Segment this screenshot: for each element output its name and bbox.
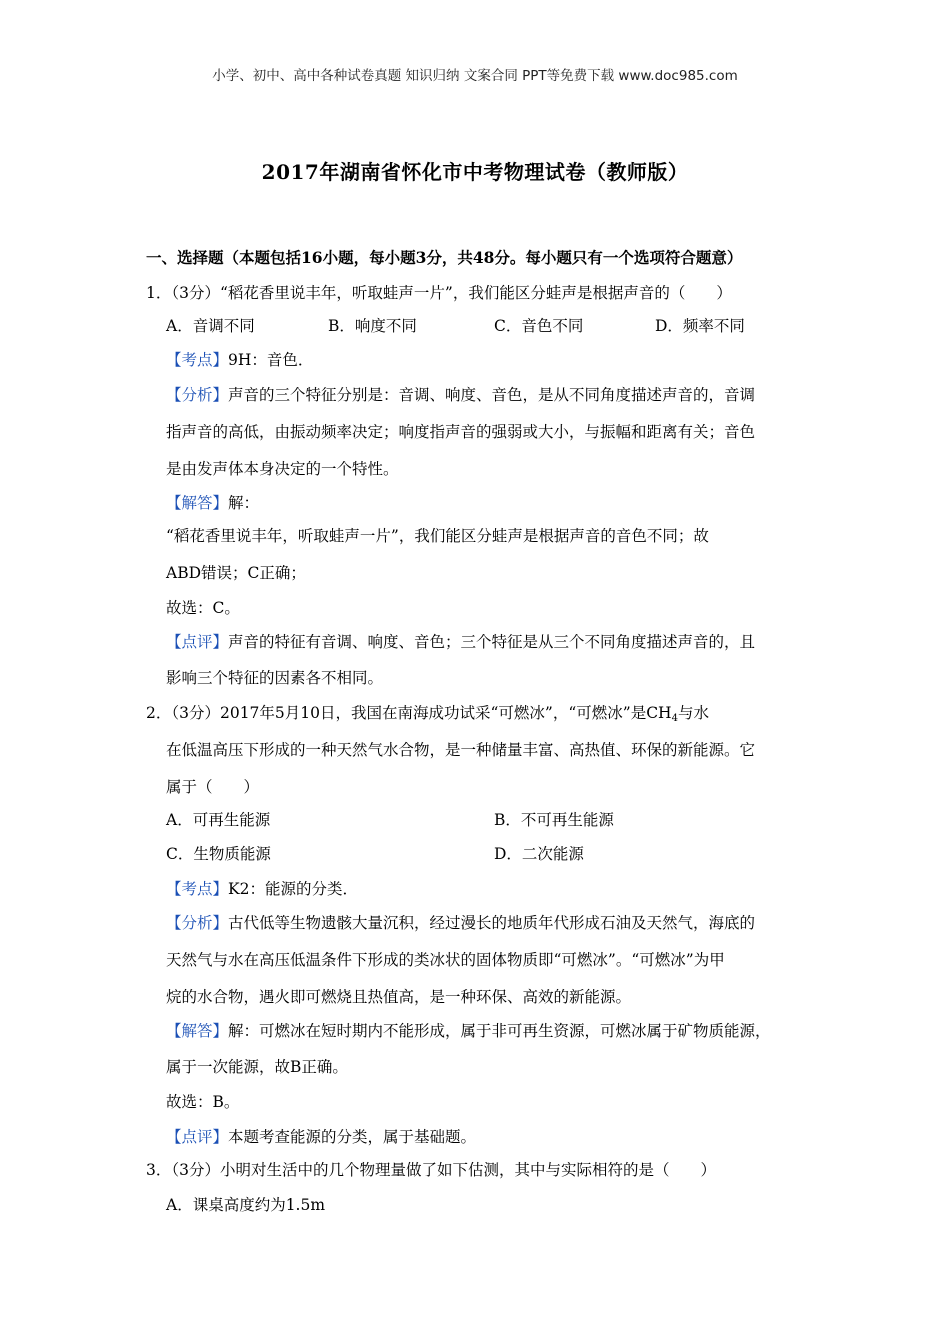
- jieda-text: 解：可燃冰在短时期内不能形成，属于非可再生资源，可燃冰属于矿物质能源，: [228, 1022, 771, 1040]
- page-header-watermark: 小学、初中、高中各种试卷真题 知识归纳 文案合同 PPT等免费下载 www.doc985.com: [212, 68, 738, 84]
- question-3-stem: 3．（3分）小明对生活中的几个物理量做了如下估测，其中与实际相符的是（ ）: [146, 1161, 716, 1179]
- question-1-fenxi-line-1: [166, 383, 755, 405]
- kaodian-text: K2：能源的分类．: [228, 880, 358, 898]
- jieda-text: 解：: [228, 494, 260, 512]
- question-1-option-b: B．响度不同: [328, 317, 417, 335]
- fenxi-tag: 【分析】: [166, 386, 229, 404]
- dianping-tag: 【点评】: [166, 633, 229, 651]
- question-2-stem-line-1: [146, 701, 709, 724]
- question-2-answer: 故选：B。: [166, 1093, 240, 1111]
- fenxi-text: 古代低等生物遗骸大量沉积，经过漫长的地质年代形成石油及天然气，海底的: [228, 914, 756, 932]
- kaodian-tag: 【考点】: [166, 351, 229, 369]
- fenxi-tag: 【分析】: [166, 914, 229, 932]
- question-2-stem-text-end: 与水: [677, 704, 709, 722]
- question-2-dianping: [166, 1125, 476, 1147]
- kaodian-tag: 【考点】: [166, 880, 229, 898]
- question-1-kaodian: [166, 348, 313, 370]
- jieda-tag: 【解答】: [166, 494, 229, 512]
- question-1-jieda-line-1: “稻花香里说丰年，听取蛙声一片”，我们能区分蛙声是根据声音的音色不同；故: [166, 527, 709, 545]
- jieda-tag: 【解答】: [166, 1022, 229, 1040]
- fenxi-text: 声音的三个特征分别是：音调、响度、音色，是从不同角度描述声音的，音调: [228, 386, 756, 404]
- question-2-option-d: D．二次能源: [494, 845, 584, 863]
- question-1-jieda-line-2: ABD错误；C正确；: [166, 564, 306, 582]
- question-1-answer: 故选：C。: [166, 599, 240, 617]
- question-2-option-c: C．生物质能源: [166, 845, 271, 863]
- question-2-fenxi-line-2: 天然气与水在高压低温条件下形成的类冰状的固体物质即“可燃冰”。“可燃冰”为甲: [166, 951, 725, 969]
- question-1-option-a: A．音调不同: [166, 317, 255, 335]
- question-2-fenxi-line-3: 烷的水合物，遇火即可燃烧且热值高，是一种环保、高效的新能源。: [166, 988, 632, 1006]
- question-3-option-a: A．课桌高度约为1.5m: [166, 1196, 326, 1214]
- question-2-jieda-line-2: 属于一次能源，故B正确。: [166, 1058, 348, 1076]
- question-2-option-a: A．可再生能源: [166, 811, 271, 829]
- question-2-kaodian: [166, 877, 358, 899]
- question-1-dianping-line-1: [166, 630, 755, 652]
- question-2-fenxi-line-1: [166, 911, 755, 933]
- question-1-fenxi-line-2: 指声音的高低，由振动频率决定；响度指声音的强弱或大小，与振幅和距离有关；音色: [166, 423, 756, 441]
- question-1-fenxi-line-3: 是由发声体本身决定的一个特性。: [166, 460, 399, 478]
- question-2-stem-text: 2．（3分）2017年5月10日，我国在南海成功试采“可燃冰”，“可燃冰”是CH: [146, 704, 672, 722]
- subscript-4: 4: [671, 713, 678, 724]
- kaodian-text: 9H：音色．: [228, 351, 314, 369]
- document-title: 2017年湖南省怀化市中考物理试卷（教师版）: [261, 160, 689, 184]
- question-1-jieda: [166, 491, 259, 513]
- question-1-stem: 1．（3分）“稻花香里说丰年，听取蛙声一片”，我们能区分蛙声是根据声音的（ ）: [146, 284, 732, 302]
- section-heading: 一、选择题（本题包括16小题，每小题3分，共48分。每小题只有一个选项符合题意）: [146, 248, 743, 267]
- question-1-option-c: C．音色不同: [494, 317, 584, 335]
- question-2-option-b: B．不可再生能源: [494, 811, 614, 829]
- question-2-stem-line-2: 在低温高压下形成的一种天然气水合物，是一种储量丰富、高热值、环保的新能源。它: [166, 741, 756, 759]
- question-1-option-d: D．频率不同: [655, 317, 745, 335]
- question-1-dianping-line-2: 影响三个特征的因素各不相同。: [166, 669, 384, 687]
- dianping-tag: 【点评】: [166, 1128, 229, 1146]
- dianping-text: 声音的特征有音调、响度、音色；三个特征是从三个不同角度描述声音的，且: [228, 633, 756, 651]
- question-2-jieda-line-1: [166, 1019, 771, 1041]
- question-2-stem-line-3: 属于（ ）: [166, 778, 260, 796]
- dianping-text: 本题考查能源的分类，属于基础题。: [228, 1128, 477, 1146]
